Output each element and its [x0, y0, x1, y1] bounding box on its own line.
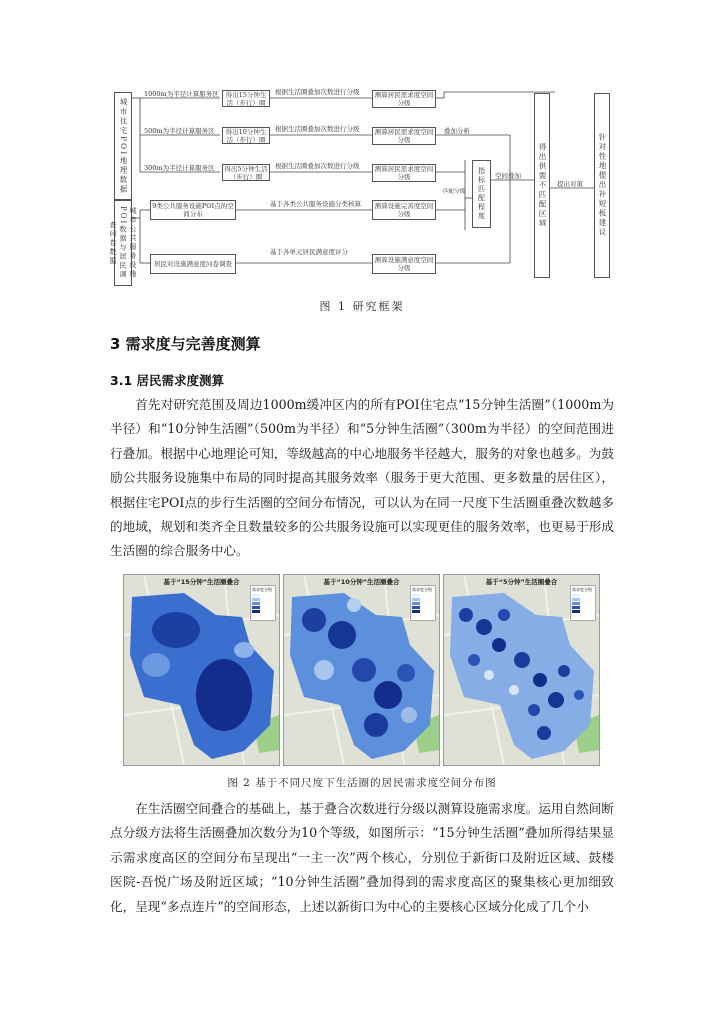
flowchart-note-row4: 基于各类公共服务设施分类核算 — [270, 200, 361, 208]
paragraph-2: 在生活圈空间叠合的基础上，基于叠合次数进行分级以测算设施需求度。运用自然间断点分级方法将生活圈叠加次数分为10个等级，如图所示：“15分钟生活圈”叠加所得结果显示需求度高区的空间分布呈现出“一主一次”两个核心，分别位于新街口及附近区域、鼓楼医院-吾悦广场及附近区域；“10分钟生活圈”叠加得到的需求度高区的聚集核心更加细致化，呈现“多点连片”的空间形态，上述以新街口为中心的主要核心区域分化成了几个小 — [110, 801, 614, 914]
flowchart-note-row2: 根据生活圈叠加次数进行分级 — [275, 125, 360, 133]
map-15min — [123, 574, 280, 766]
flowchart-box-survey: 居民对设施满意度问卷调查 — [150, 254, 236, 274]
flowchart-box-poi-facilities: 城市公共服务设施POI数据与居民调查问卷数据 — [114, 200, 132, 286]
flowchart-label-300m: 300m为半径计算服务区 — [144, 164, 215, 172]
figure-1-caption: 图 1 研究框架 — [319, 300, 405, 313]
research-framework-flowchart — [110, 88, 614, 288]
map-5min — [443, 574, 600, 766]
map-10min — [283, 574, 440, 766]
flowchart-box-poi-distribution: 9类公共服务设施POI点的空间分布 — [150, 200, 236, 220]
map-5min-title: 基于“5分钟”生活圈叠合 — [485, 578, 558, 586]
map-10min-title: 基于“10分钟”生活圈叠合 — [323, 578, 400, 586]
flowchart-result-row3: 测算居民需求度空间分级 — [372, 164, 436, 182]
flowchart-box-mismatch: 得出供需不匹配区域 — [534, 93, 550, 278]
map-10min-legend: 需求度分级 — [410, 585, 436, 621]
flowchart-result-row2: 测算居民需求度空间分级 — [372, 127, 436, 145]
demand-distribution-maps — [117, 574, 607, 774]
flowchart-note-row1: 根据生活圈叠加次数进行分级 — [275, 88, 360, 96]
flowchart-mid-note: 叠加分析 — [444, 127, 470, 135]
flowchart-note-row3: 根据生活圈叠加次数进行分级 — [275, 162, 360, 170]
flowchart-box-poi-residential: 城市住宅POI地理数据 — [114, 92, 132, 200]
flowchart-box-match: 指标匹配程度 — [472, 160, 491, 228]
flowchart-mid-note2: 空间叠加 — [495, 172, 521, 180]
flowchart-result-row5: 测算设施满意度空间分级 — [372, 254, 436, 274]
map-15min-legend: 需求度分级 — [250, 585, 276, 621]
figure-2-caption: 图 2 基于不同尺度下生活圈的居民需求度空间分布图 — [227, 777, 497, 789]
map-15min-title: 基于“15分钟”生活圈叠合 — [163, 578, 240, 586]
map-5min-legend: 需求度分级 — [570, 585, 596, 621]
flowchart-note-row5: 基于各单元居民满意度评分 — [270, 248, 348, 256]
flowchart-label-500m: 500m为半径计算服务区 — [144, 127, 215, 135]
section-heading: 3 需求度与完善度测算 — [110, 335, 261, 353]
flowchart-box-10min: 得出10分钟生活（步行）圈 — [222, 127, 270, 144]
flowchart-right-note: 提出对策 — [557, 180, 583, 188]
subsection-heading: 3.1 居民需求度测算 — [110, 373, 224, 388]
flowchart-box-15min: 得出15分钟生活（步行）圈 — [222, 90, 270, 107]
flowchart-result-row4: 测算设施完善度空间分级 — [372, 200, 436, 220]
flowchart-label-1000m: 1000m为半径计算服务区 — [144, 90, 219, 98]
flowchart-box-suggestions: 针对性地提出补短板建议 — [594, 93, 610, 278]
flowchart-box-5min: 得出5分钟生活（步行）圈 — [222, 164, 270, 181]
flowchart-result-row1: 测算居民需求度空间分级 — [372, 90, 436, 108]
flowchart-mid-note3: 匹配分级 — [443, 189, 466, 195]
paragraph-1: 首先对研究范围及周边1000m缓冲区内的所有POI住宅点“15分钟生活圈”（1000m为半径）和“10分钟生活圈”（500m为半径）和“5分钟生活圈”（300m为半径）的空间范围进行叠加。根据中心地理论可知，等级越高的中心地服务半径越大，服务的对象也越多。为鼓励公共服务设施集中布局的同时提高其服务效率（服务于更大范围、更多数量的居住区），根据住宅POI点的步行生活圈的空间分布情况，可以认为在同一尺度下生活圈重叠次数越多的地域，规划和类齐全且数量较多的公共服务设施可以实现更佳的服务效率，也更易于形成生活圈的综合服务中心。 — [110, 397, 614, 559]
